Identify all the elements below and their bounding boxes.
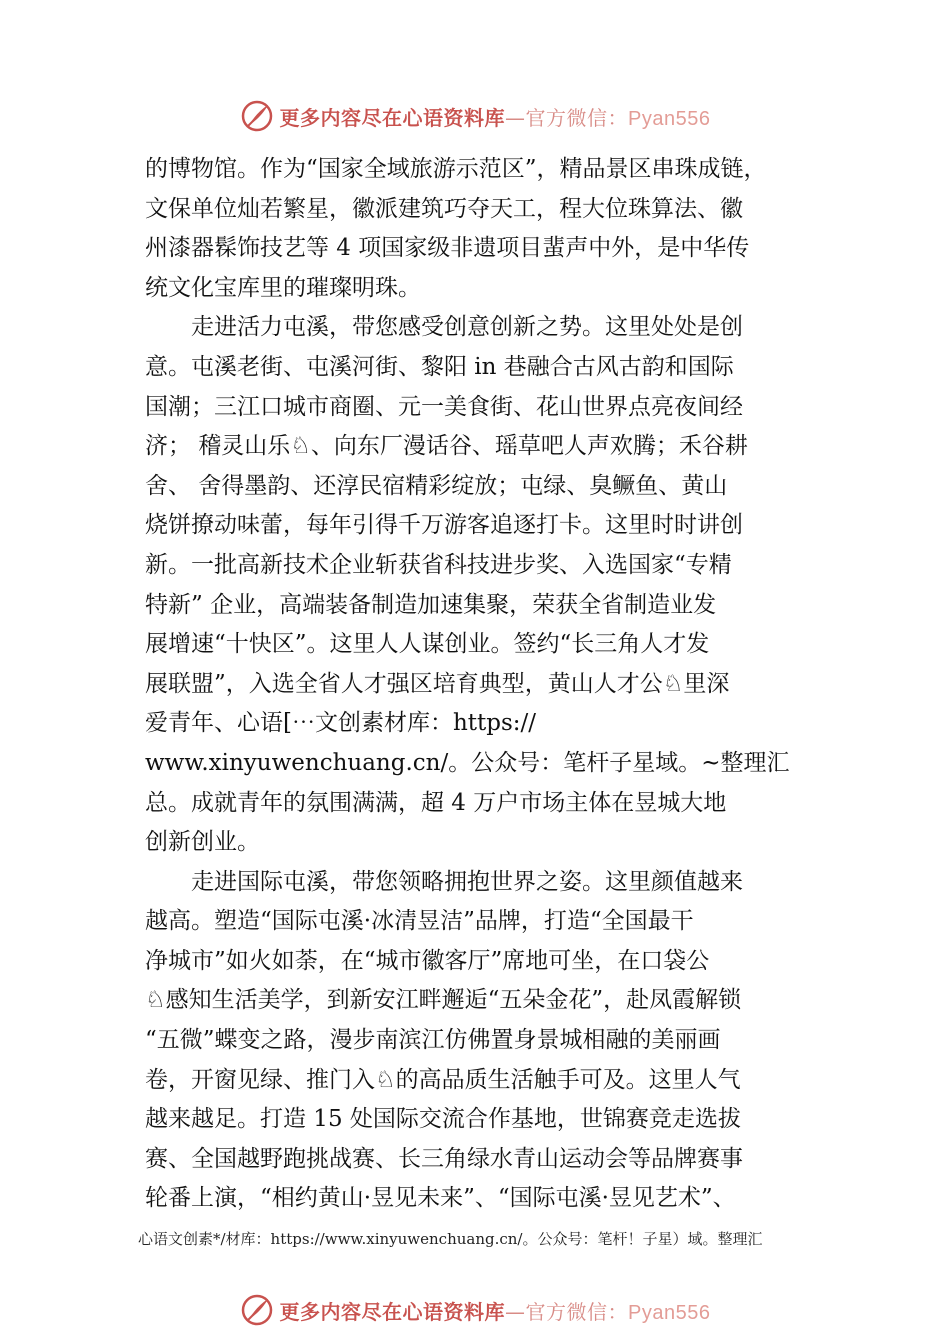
banner-brand-text: [280, 102, 711, 131]
text-line: 的博物馆。作为“国家全域旅游示范区”，精品景区串珠成链，: [145, 156, 767, 182]
text-line: 越高。塑造“国际屯溪·冰清昱洁”品牌，打造“全国最干: [145, 908, 694, 935]
header-watermark-banner: [0, 96, 950, 136]
text-line: www.xinyuwenchuang.cn/。公众号：笔杆子星域。~整理汇: [145, 749, 790, 776]
text-line: 新。一批高新技术企业斩获省科技进步奖、入选国家“专精: [145, 551, 732, 578]
banner-brand: 更多内容尽在心语资料库: [279, 1299, 506, 1324]
feather-quill-circle-icon: [240, 99, 274, 133]
text-line: 意。屯溪老街、屯溪河街、黎阳 in 巷融合古风古韵和国际: [145, 353, 734, 380]
text-line: 统文化宝库里的璀璨明珠。: [145, 274, 421, 301]
text-line: 创新创业。: [145, 829, 260, 856]
paragraph-start-line: 走进国际屯溪，带您领略拥抱世界之姿。这里颜值越来: [191, 868, 743, 895]
text-line: 展增速“十快区”。这里人人谋创业。签约“长三角人才发: [145, 631, 710, 658]
text-line: 赛、全国越野跑挑战赛、长三角绿水青山运动会等品牌赛事: [145, 1145, 743, 1172]
page-footer-note: 心语文创素*/材库：https://www.xinyuwenchuang.cn/。公众号：笔杆！子星）域。整理汇: [138, 1230, 763, 1248]
text-line: ♘感知生活美学，到新安江畔邂逅“五朵金花”，赴凤霞解锁: [145, 987, 742, 1014]
text-line: “五微”蝶变之路，漫步南滨江仿佛置身景城相融的美丽画: [145, 1027, 721, 1054]
text-line: 济； 稽灵山乐♘、向东厂漫话谷、瑶草吧人声欢腾；禾谷耕: [145, 433, 748, 460]
text-line: 爱青年、心语[⋯文创素材库：https://: [145, 710, 537, 737]
feather-quill-circle-icon: [240, 1293, 274, 1327]
banner-dash: —: [505, 1299, 526, 1324]
footer-watermark-banner: [0, 1290, 950, 1330]
text-line: 卷，开窗见绿、推门入♘的高品质生活触手可及。这里人气: [145, 1066, 741, 1093]
text-line: 州漆器髹饰技艺等 4 项国家级非遗项目蜚声中外，是中华传: [145, 235, 750, 262]
text-line: 国潮；三江口城市商圈、元一美食街、花山世界点亮夜间经: [145, 393, 743, 420]
text-line: 烧饼撩动味蕾，每年引得千万游客追逐打卡。这里时时讲创: [145, 512, 743, 539]
banner-wechat-id: Pyan556: [628, 1301, 711, 1324]
text-line: 特新” 企业，高端装备制造加速集聚，荣获全省制造业发: [145, 591, 717, 618]
banner-official-label: 官方微信：: [525, 1299, 629, 1324]
text-line: 文保单位灿若繁星，徽派建筑巧夺天工，程大位珠算法、徽: [145, 195, 743, 222]
banner-wechat-id: Pyan556: [628, 107, 711, 130]
banner-brand-text: [280, 1296, 711, 1325]
document-body: [145, 150, 825, 1219]
banner-official-label: 官方微信：: [525, 105, 629, 130]
text-line: 越来越足。打造 15 处国际交流合作基地，世锦赛竞走选拔: [145, 1106, 741, 1133]
text-line: 轮番上演，“相约黄山·昱见未来”、“国际屯溪·昱见艺术”、: [145, 1185, 736, 1212]
text-line: 净城市”如火如荼，在“城市徽客厅”席地可坐，在口袋公: [145, 947, 710, 974]
text-line: 舍、 舍得墨韵、还淳民宿精彩绽放；屯绿、臭鳜鱼、黄山: [145, 472, 728, 499]
text-line: 总。成就青年的氛围满满，超 4 万户市场主体在昱城大地: [145, 789, 727, 816]
banner-brand: 更多内容尽在心语资料库: [279, 105, 506, 130]
paragraph-start-line: 走进活力屯溪，带您感受创意创新之势。这里处处是创: [191, 314, 743, 341]
banner-dash: —: [505, 105, 526, 130]
text-line: 展联盟”，入选全省人才强区培育典型，黄山人才公♘里深: [145, 670, 730, 697]
